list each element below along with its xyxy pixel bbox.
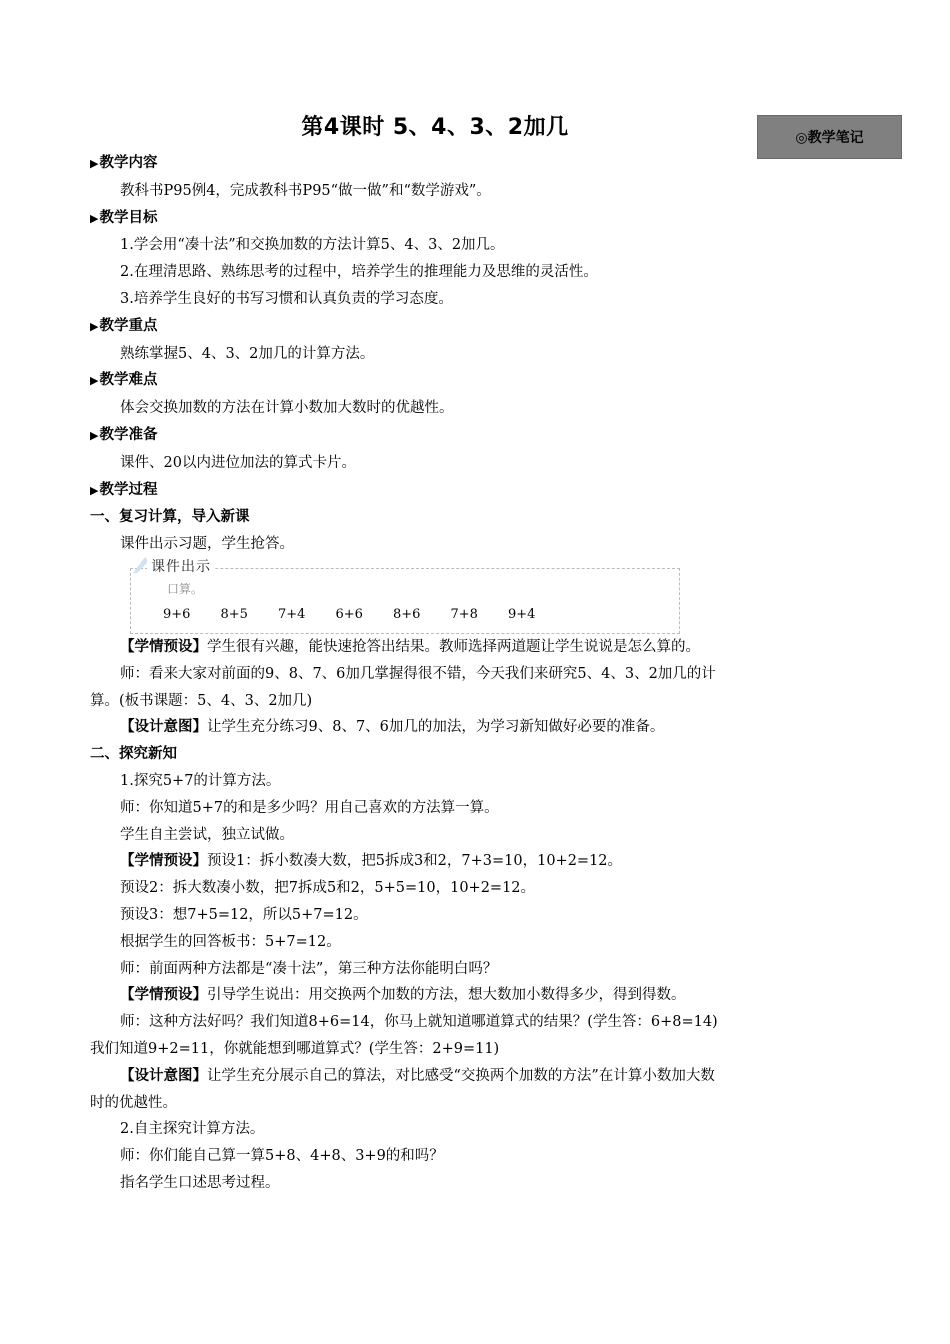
part1-heading: 一、复习计算，导入新课 bbox=[90, 509, 250, 526]
prep-text: 课件、20以内进位加法的算式卡片。 bbox=[120, 454, 356, 471]
arithmetic-item: 8+5 bbox=[220, 606, 248, 622]
goal-item: 3.培养学生良好的书写习惯和认真负责的学习态度。 bbox=[120, 290, 453, 307]
paragraph: 根据学生的回答板书：5+7=12。 bbox=[120, 933, 341, 950]
arithmetic-item: 6+6 bbox=[335, 606, 363, 622]
paragraph: 师：这种方法好吗？我们知道8+6=14，你马上就知道哪道算式的结果？(学生答：6+8=14)我们知道9+2=11，你就能想到哪道算式？(学生答：2+9=11) bbox=[90, 1014, 718, 1057]
goal-item: 2.在理清思路、熟练思考的过程中，培养学生的推理能力及思维的灵活性。 bbox=[120, 264, 598, 281]
key-text: 熟练掌握5、4、3、2加几的计算方法。 bbox=[120, 345, 375, 362]
page-title: 第4课时 5、4、3、2加几 bbox=[301, 115, 569, 140]
triangle-bullet-icon: ▶ bbox=[90, 374, 99, 388]
courseware-label: 课件出示 bbox=[147, 557, 215, 577]
paragraph: 【学情预设】引导学生说出：用交换两个加数的方法，想大数加小数得多少，得到得数。 bbox=[120, 987, 686, 1004]
part1-intro: 课件出示习题，学生抢答。 bbox=[120, 536, 294, 553]
arithmetic-item: 8+6 bbox=[393, 606, 421, 622]
arithmetic-items bbox=[163, 605, 566, 625]
paragraph: 学生自主尝试，独立试做。 bbox=[120, 826, 294, 843]
paragraph: 师：你们能自己算一算5+8、4+8、3+9的和吗？ bbox=[120, 1148, 444, 1165]
paragraph: 【设计意图】让学生充分练习9、8、7、6加几的加法，为学习新知做好必要的准备。 bbox=[120, 719, 665, 736]
courseware-subtitle: 口算。 bbox=[167, 581, 204, 596]
paragraph: 师：看来大家对前面的9、8、7、6加几掌握得很不错，今天我们来研究5、4、3、2加几的计算。(板书课题：5、4、3、2加几) bbox=[90, 665, 716, 709]
triangle-bullet-icon: ▶ bbox=[90, 428, 99, 442]
paragraph: 师：你知道5+7的和是多少吗？用自己喜欢的方法算一算。 bbox=[120, 799, 499, 816]
section-heading-prep: ▶教学准备 bbox=[90, 426, 158, 443]
paragraph: 1.探究5+7的计算方法。 bbox=[120, 772, 281, 789]
triangle-bullet-icon: ▶ bbox=[90, 157, 99, 170]
paragraph: 预设2：拆大数凑小数，把7拆成5和2，5+5=10，10+2=12。 bbox=[120, 880, 536, 897]
arithmetic-item: 9+4 bbox=[508, 606, 536, 622]
section-heading-process: ▶教学过程 bbox=[90, 481, 158, 498]
section-heading-content: ▶教学内容 bbox=[90, 155, 158, 171]
paragraph: 【设计意图】让学生充分展示自己的算法，对比感受“交换两个加数的方法”在计算小数加大数时的优越性。 bbox=[90, 1067, 715, 1111]
lesson-content bbox=[90, 150, 726, 1197]
paragraph: 预设3：想7+5=12，所以5+7=12。 bbox=[120, 906, 368, 923]
arithmetic-item: 7+8 bbox=[450, 606, 478, 622]
goal-item: 1.学会用“凑十法”和交换加数的方法计算5、4、3、2加几。 bbox=[120, 237, 505, 254]
section-heading-goals: ▶教学目标 bbox=[90, 209, 158, 226]
courseware-box bbox=[130, 558, 680, 634]
difficulty-text: 体会交换加数的方法在计算小数加大数时的优越性。 bbox=[120, 400, 454, 417]
arithmetic-item: 9+6 bbox=[163, 606, 191, 622]
paragraph: 【学情预设】预设1：拆小数凑大数，把5拆成3和2，7+3=10，10+2=12。 bbox=[120, 853, 623, 870]
paragraph: 师：前面两种方法都是“凑十法”，第三种方法你能明白吗？ bbox=[120, 960, 498, 977]
triangle-bullet-icon: ▶ bbox=[90, 483, 99, 497]
paragraph: 2.自主探究计算方法。 bbox=[120, 1121, 265, 1138]
paragraph: 指名学生口述思考过程。 bbox=[120, 1174, 280, 1191]
triangle-bullet-icon: ▶ bbox=[90, 319, 99, 333]
content-text: 教科书P95例4，完成教科书P95“做一做”和“数学游戏”。 bbox=[120, 182, 491, 199]
paragraph: 【学情预设】学生很有兴趣，能快速抢答出结果。教师选择两道题让学生说说是怎么算的。 bbox=[120, 638, 700, 655]
triangle-bullet-icon: ▶ bbox=[90, 211, 99, 225]
section-heading-difficulty: ▶教学难点 bbox=[90, 372, 158, 389]
part2-heading: 二、探究新知 bbox=[90, 746, 177, 763]
teaching-notes-tab: ◎教学笔记 bbox=[757, 115, 902, 159]
section-heading-key: ▶教学重点 bbox=[90, 317, 158, 334]
arithmetic-item: 7+4 bbox=[278, 606, 306, 622]
